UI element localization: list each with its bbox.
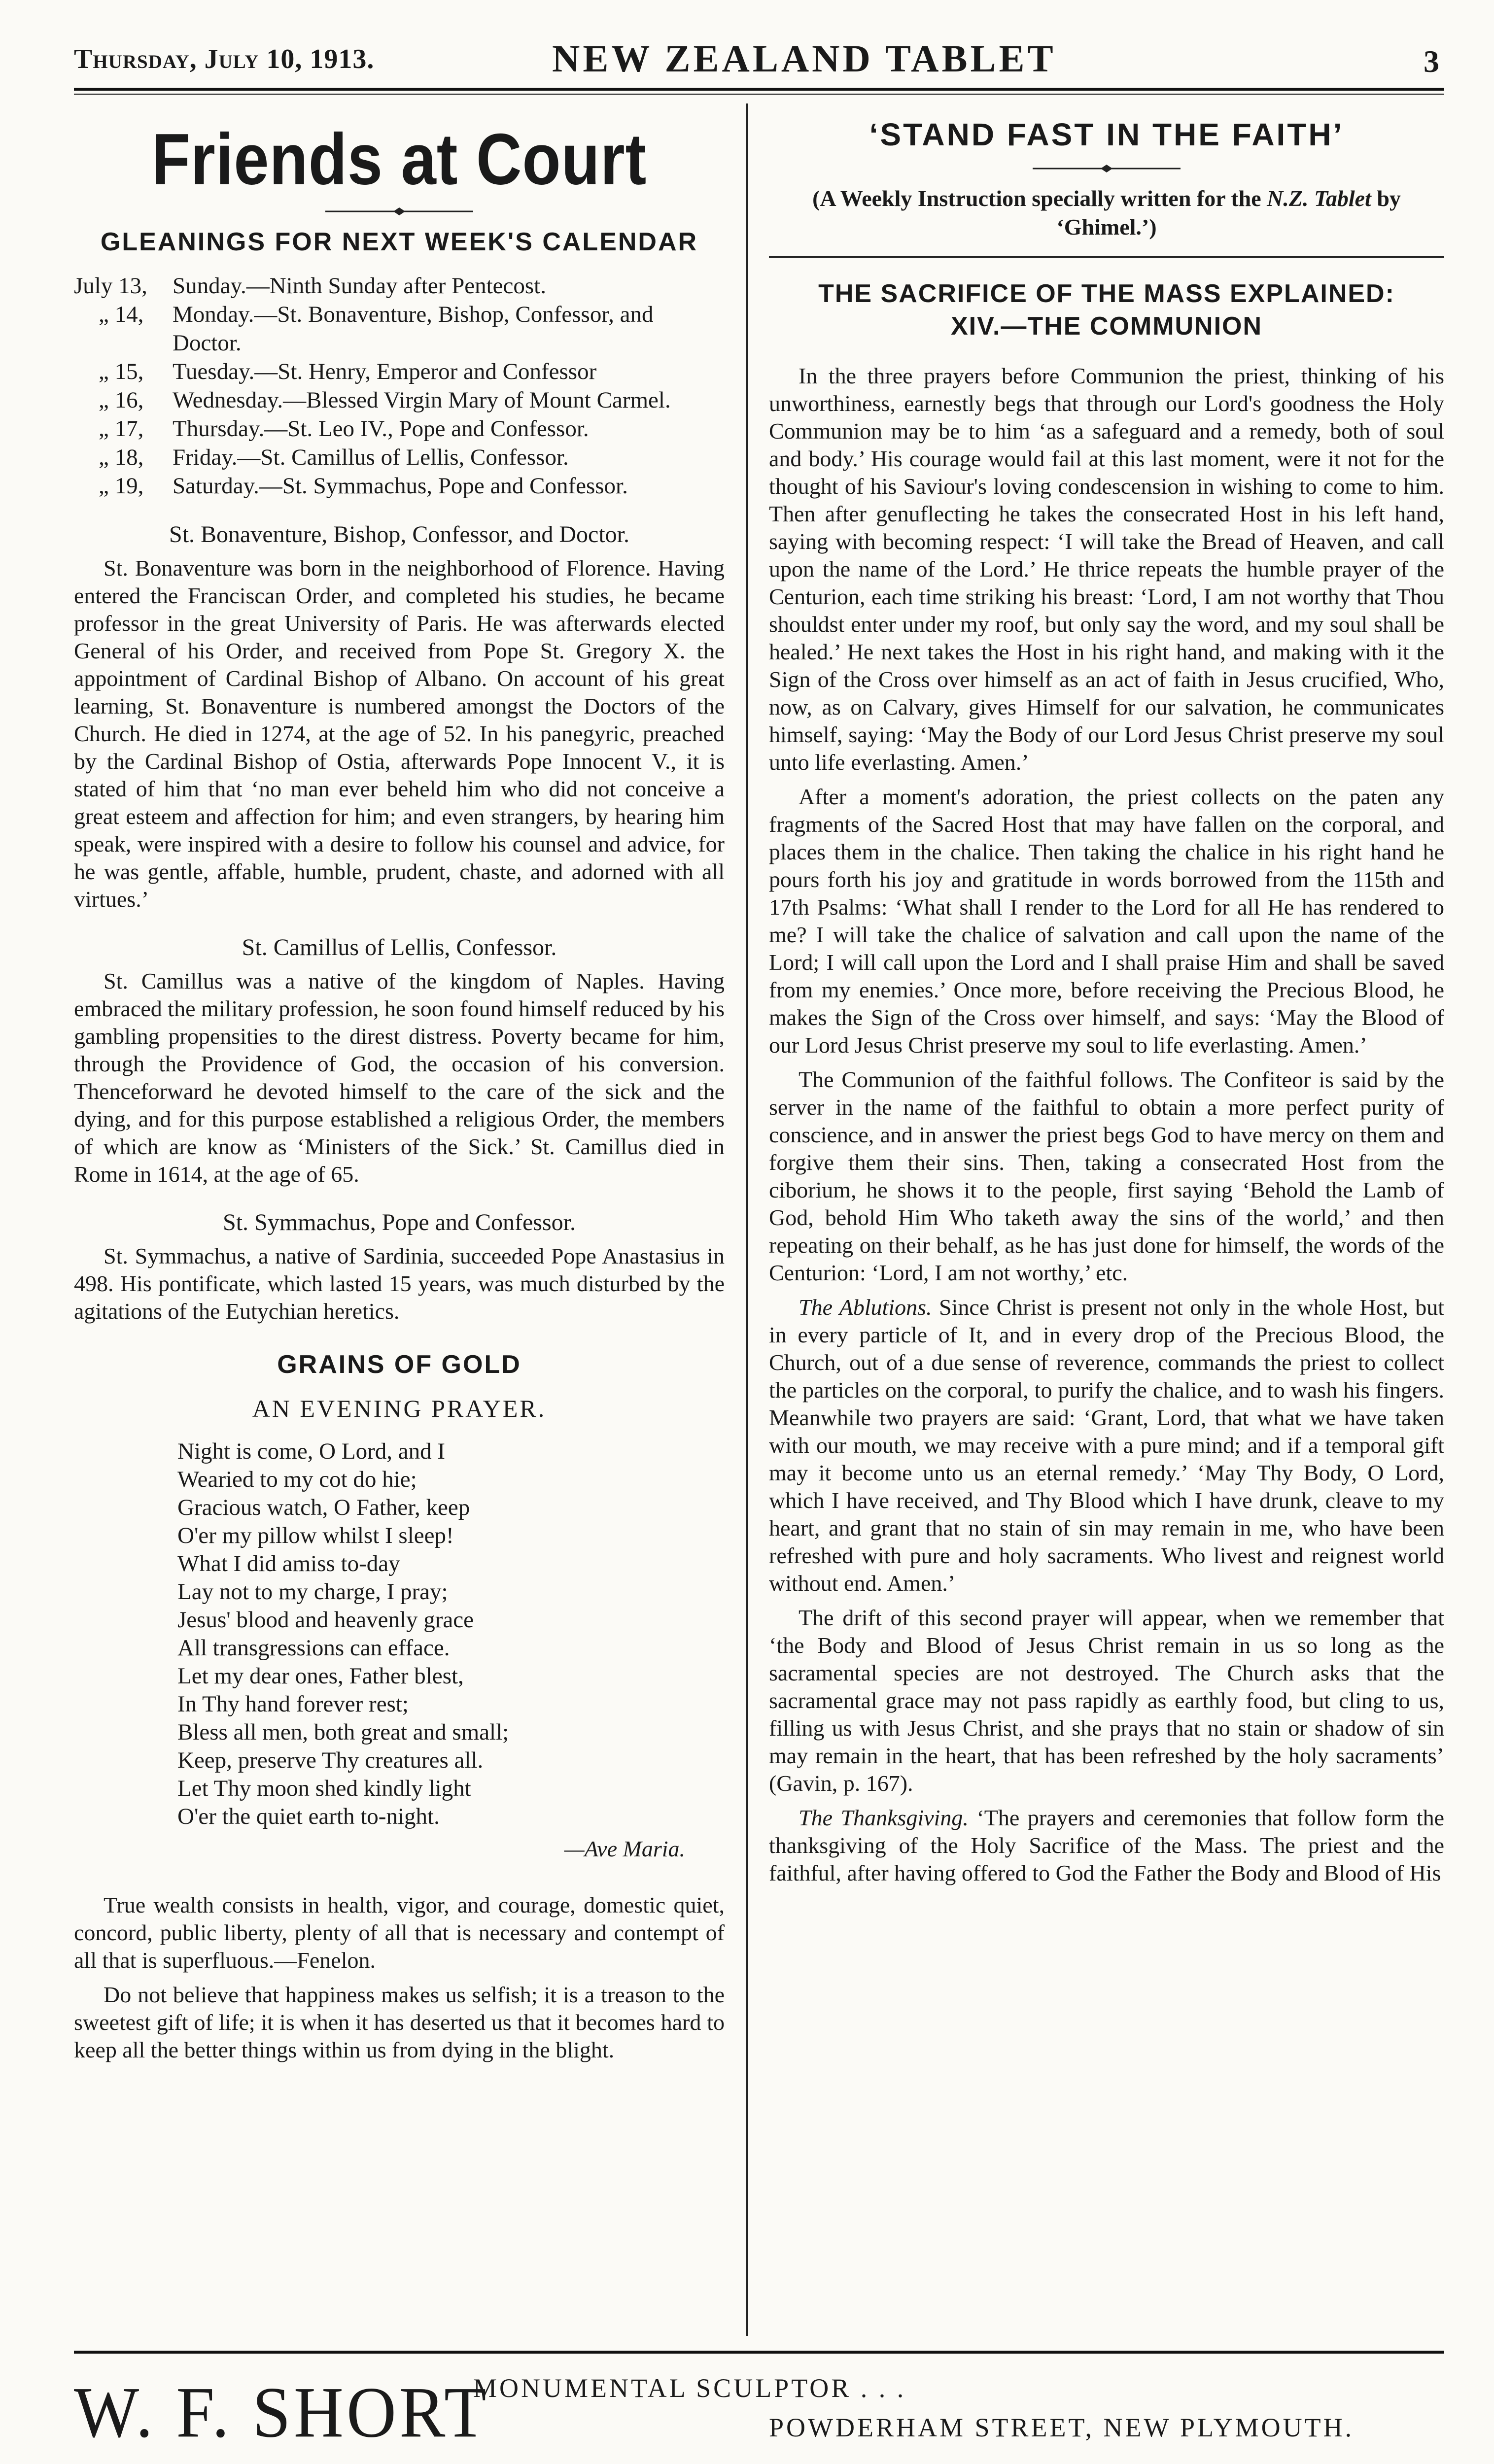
quote-wealth: True wealth consists in health, vigor, and courage, domestic quiet, concord, public liberty, plenty of all that is necessary and contempt of all that is superfluous.—Fenelon. <box>74 1892 725 1973</box>
subtitle-part: by ‘Ghimel.’) <box>1056 186 1401 240</box>
advertiser-name: W. F. SHORT <box>74 2372 489 2453</box>
article-paragraph: After a moment's adoration, the priest collects on the paten any fragments of the Sacred Host that may have fallen on the corporal, and places them in the chalice. Then taking the chalice in his right hand he pours forth his joy and gratitude in words borrowed from the 115th and 17th Psalms: ‘What shall I render to the Lord for all He has rendered to me? I will take the chalice of salvation and call upon the name of the Lord; I will call upon the Lord and I shall praise Him and shall be saved from my enemies.’ Once more, before receiving the Precious Blood, he makes the Sign of the Cross over himself, and says: ‘May the Blood of our Lord Jesus Christ preserve my soul to life everlasting. Amen.’ <box>769 784 1444 1058</box>
poem-line: Jesus' blood and heavenly grace <box>177 1607 474 1633</box>
calendar-entry: Sunday.—Ninth Sunday after Pentecost. <box>173 273 546 299</box>
calendar-entry: Tuesday.—St. Henry, Emperor and Confessor <box>173 359 597 384</box>
section-title-stand-fast: ‘STAND FAST IN THE FAITH’ <box>869 117 1344 152</box>
poem-line: In Thy hand forever rest; <box>177 1691 409 1717</box>
calendar-date: „ 15, <box>99 359 144 384</box>
poem-line: Wearied to my cot do hie; <box>177 1467 417 1492</box>
advertiser-address: POWDERHAM STREET, NEW PLYMOUTH. <box>769 2413 1355 2442</box>
paragraph-lead: The Thanksgiving. <box>799 1805 969 1830</box>
grains-of-gold-heading: GRAINS OF GOLD <box>277 1350 521 1379</box>
poem-title: AN EVENING PRAYER. <box>252 1395 547 1422</box>
article-heading <box>769 277 1444 342</box>
saint-heading-symmachus: St. Symmachus, Pope and Confessor. <box>223 1209 576 1235</box>
right-column <box>769 99 1444 1894</box>
article-paragraph: The Communion of the faithful follows. The Confiteor is said by the server in the name of the faithful to obtain a more perfect purity of conscience, and in answer the priest begs God to have mercy on them and forgive them their sins. Then, taking a consecrated Host from the ciborium, he shows it to the people, first saying ‘Behold the Lamb of God, behold Him Who taketh away the sins of the world,’ and then repeating on their behalf, as he has just done for himself, the words of the Centurion: ‘Lord, I am not worthy,’ etc. <box>769 1067 1444 1285</box>
poem-line: What I did amiss to-day <box>177 1551 400 1576</box>
calendar-entry: Saturday.—St. Symmachus, Pope and Confessor. <box>173 473 628 499</box>
calendar-date: „ 17, <box>99 416 144 442</box>
poem-line: Bless all men, both great and small; <box>177 1719 509 1745</box>
calendar-date: „ 16, <box>99 387 144 413</box>
advertiser-trade: MONUMENTAL SCULPTOR . . . <box>473 2373 906 2403</box>
paragraph-body: ‘The prayers and ceremonies that follow form the thanksgiving of the Holy Sacrifice of the Mass. The priest and the faithful, after having offered to God the Father the Body and Blood of His <box>769 1805 1444 1885</box>
section-rule <box>769 256 1444 258</box>
page-number: 3 <box>1424 44 1439 79</box>
header-rule-thin <box>74 94 1444 95</box>
calendar-row <box>74 472 725 500</box>
poem <box>177 1437 725 1831</box>
masthead-title: NEW ZEALAND TABLET <box>552 37 1056 80</box>
poem-line: Lay not to my charge, I pray; <box>177 1579 448 1605</box>
calendar-row <box>74 300 725 357</box>
article-paragraph <box>769 1294 1444 1597</box>
saint-text-bonaventure: St. Bonaventure was born in the neighborhood of Florence. Having entered the Franciscan Order, and completed his studies, he became professor in the great University of Paris. He was afterwards elected General of his Order, and received from Pope St. Gregory X. the appointment of Cardinal Bishop of Albano. On account of his great learning, St. Bonaventure is numbered amongst the Doctors of the Church. He died in 1274, at the age of 52. In his panegyric, preached by the Cardinal Bishop of Ostia, afterwards Pope Innocent V., it is stated of him that ‘no man ever beheld him who did not conceive a great esteem and affection for him; and even strangers, by hearing him speak, were inspired with a desire to follow his counsel and advice, for he was gentle, affable, humble, prudent, chaste, and adorned with all virtues.’ <box>74 555 725 912</box>
calendar-row <box>74 443 725 472</box>
calendar-date: July 13, <box>74 273 147 299</box>
article-paragraph: In the three prayers before Communion the priest, thinking of his unworthiness, earnestly begs that through our Lord's goodness the Holy Communion may be to him ‘as a safeguard and a remedy, both of soul and body.’ His courage would fail at this last moment, were it not for the thought of his Saviour's loving condescension in wishing to come to him. Then after genuflecting he takes the consecrated Host in his left hand, saying with becoming respect: ‘I will take the Bread of Heaven, and call upon the name of the Lord.’ He thrice repeats the humble prayer of the Centurion, each time striking his breast: ‘Lord, I am not worthy that Thou shouldst enter under my roof, but only say the word, and my soul shall be healed.’ He next takes the Host in his right hand, and making with it the Sign of the Cross over himself as an act of faith in Jesus crucified, Who, now, as on Calvary, gives Himself for our salvation, he communicates himself, saying: ‘May the Body of our Lord Jesus Christ preserve my soul unto life everlasting. Amen.’ <box>769 363 1444 775</box>
header-rule <box>74 88 1444 91</box>
footer-rule <box>74 2351 1444 2354</box>
paragraph-lead: The Ablutions. <box>799 1295 932 1320</box>
calendar-row <box>74 386 725 414</box>
section-title-friends-at-court: Friends at Court <box>151 119 647 200</box>
calendar-row <box>74 357 725 386</box>
calendar-date: „ 19, <box>99 473 144 499</box>
poem-line: Keep, preserve Thy creatures all. <box>177 1747 484 1773</box>
poem-line: Let Thy moon shed kindly light <box>177 1776 471 1801</box>
calendar-row <box>74 414 725 443</box>
article-paragraph: The drift of this second prayer will appear, when we remember that ‘the Body and Blood of Jesus Christ remain in us so long as the sacramental species are not destroyed. The Church asks that the sacramental grace may not pass rapidly as earthly food, but cling to us, filling us with Jesus Christ, and she prays that no stain or shadow of sin may remain in the heart, that has been refreshed by the holy sacraments’ (Gavin, p. 167). <box>769 1605 1444 1796</box>
poem-line: All transgressions can efface. <box>177 1635 450 1661</box>
calendar-date: „ 14, <box>99 302 144 327</box>
ornament-divider-icon <box>769 165 1444 172</box>
saint-heading-bonaventure: St. Bonaventure, Bishop, Confessor, and Doctor. <box>169 521 629 548</box>
calendar-entry: Wednesday.—Blessed Virgin Mary of Mount Carmel. <box>173 387 671 413</box>
calendar-date: „ 18, <box>99 445 144 470</box>
calendar-heading: GLEANINGS FOR NEXT WEEK'S CALENDAR <box>100 228 698 256</box>
calendar-row <box>74 272 725 300</box>
left-column <box>74 99 725 2071</box>
poem-line: Night is come, O Lord, and I <box>177 1438 446 1464</box>
poem-attribution: —Ave Maria. <box>564 1836 685 1861</box>
calendar-entry: Thursday.—St. Leo IV., Pope and Confessor. <box>173 416 589 442</box>
article-paragraph <box>769 1804 1444 1887</box>
saint-heading-camillus: St. Camillus of Lellis, Confessor. <box>242 934 557 960</box>
poem-line: Gracious watch, O Father, keep <box>177 1495 470 1520</box>
poem-line: Let my dear ones, Father blest, <box>177 1663 464 1689</box>
saint-text-camillus: St. Camillus was a native of the kingdom of Naples. Having embraced the military profession, he soon found himself reduced by his gambling propensities to the direst distress. Poverty became for him, through the Providence of God, the occasion of his conversion. Thenceforward he devoted himself to the care of the sick and the dying, and for this purpose established a religious Order, the members of which are know as ‘Ministers of the Sick.’ St. Camillus died in Rome in 1614, at the age of 65. <box>74 968 725 1187</box>
ornament-divider-icon <box>74 207 725 215</box>
column-divider <box>746 103 748 2336</box>
poem-line: O'er the quiet earth to-night. <box>177 1804 440 1829</box>
article-heading-line: XIV.—THE COMMUNION <box>950 312 1263 341</box>
section-subtitle <box>769 184 1444 241</box>
poem-line: O'er my pillow whilst I sleep! <box>177 1523 454 1548</box>
subtitle-publication: N.Z. Tablet <box>1267 186 1371 211</box>
page-header <box>74 30 1444 94</box>
article-heading-line: THE SACRIFICE OF THE MASS EXPLAINED: <box>818 279 1395 308</box>
calendar-list <box>74 272 725 500</box>
issue-date: Thursday, July 10, 1913. <box>74 44 375 74</box>
calendar-entry: Monday.—St. Bonaventure, Bishop, Confessor, and Doctor. <box>173 302 654 356</box>
quote-happiness: Do not believe that happiness makes us selfish; it is a treason to the sweetest gift of life; it is when it has deserted us that it becomes hard to keep all the better things within us from dying in the blight. <box>74 1982 725 2062</box>
subtitle-part: (A Weekly Instruction specially written for the <box>812 186 1267 211</box>
paragraph-body: Since Christ is present not only in the whole Host, but in every particle of It, and in every drop of the Precious Blood, the Church, out of a due sense of reverence, commands the priest to collect the particles on the corporal, to purify the chalice, and to wash his fingers. Meanwhile two prayers are said: ‘Grant, Lord, that what we have taken with our mouth, we may receive with a pure mind; and if a temporal gift may it become unto us an eternal remedy.’ ‘May Thy Body, O Lord, which I have received, and Thy Blood which I have drunk, cleave to my heart, and grant that no stain of sin may remain in me, who have been refreshed with pure and holy sacraments. Who livest and reignest world without end. Amen.’ <box>769 1295 1444 1596</box>
calendar-entry: Friday.—St. Camillus of Lellis, Confessor. <box>173 445 569 470</box>
saint-text-symmachus: St. Symmachus, a native of Sardinia, succeeded Pope Anastasius in 498. His pontificate, which lasted 15 years, was much disturbed by the agitations of the Eutychian heretics. <box>74 1243 725 1324</box>
